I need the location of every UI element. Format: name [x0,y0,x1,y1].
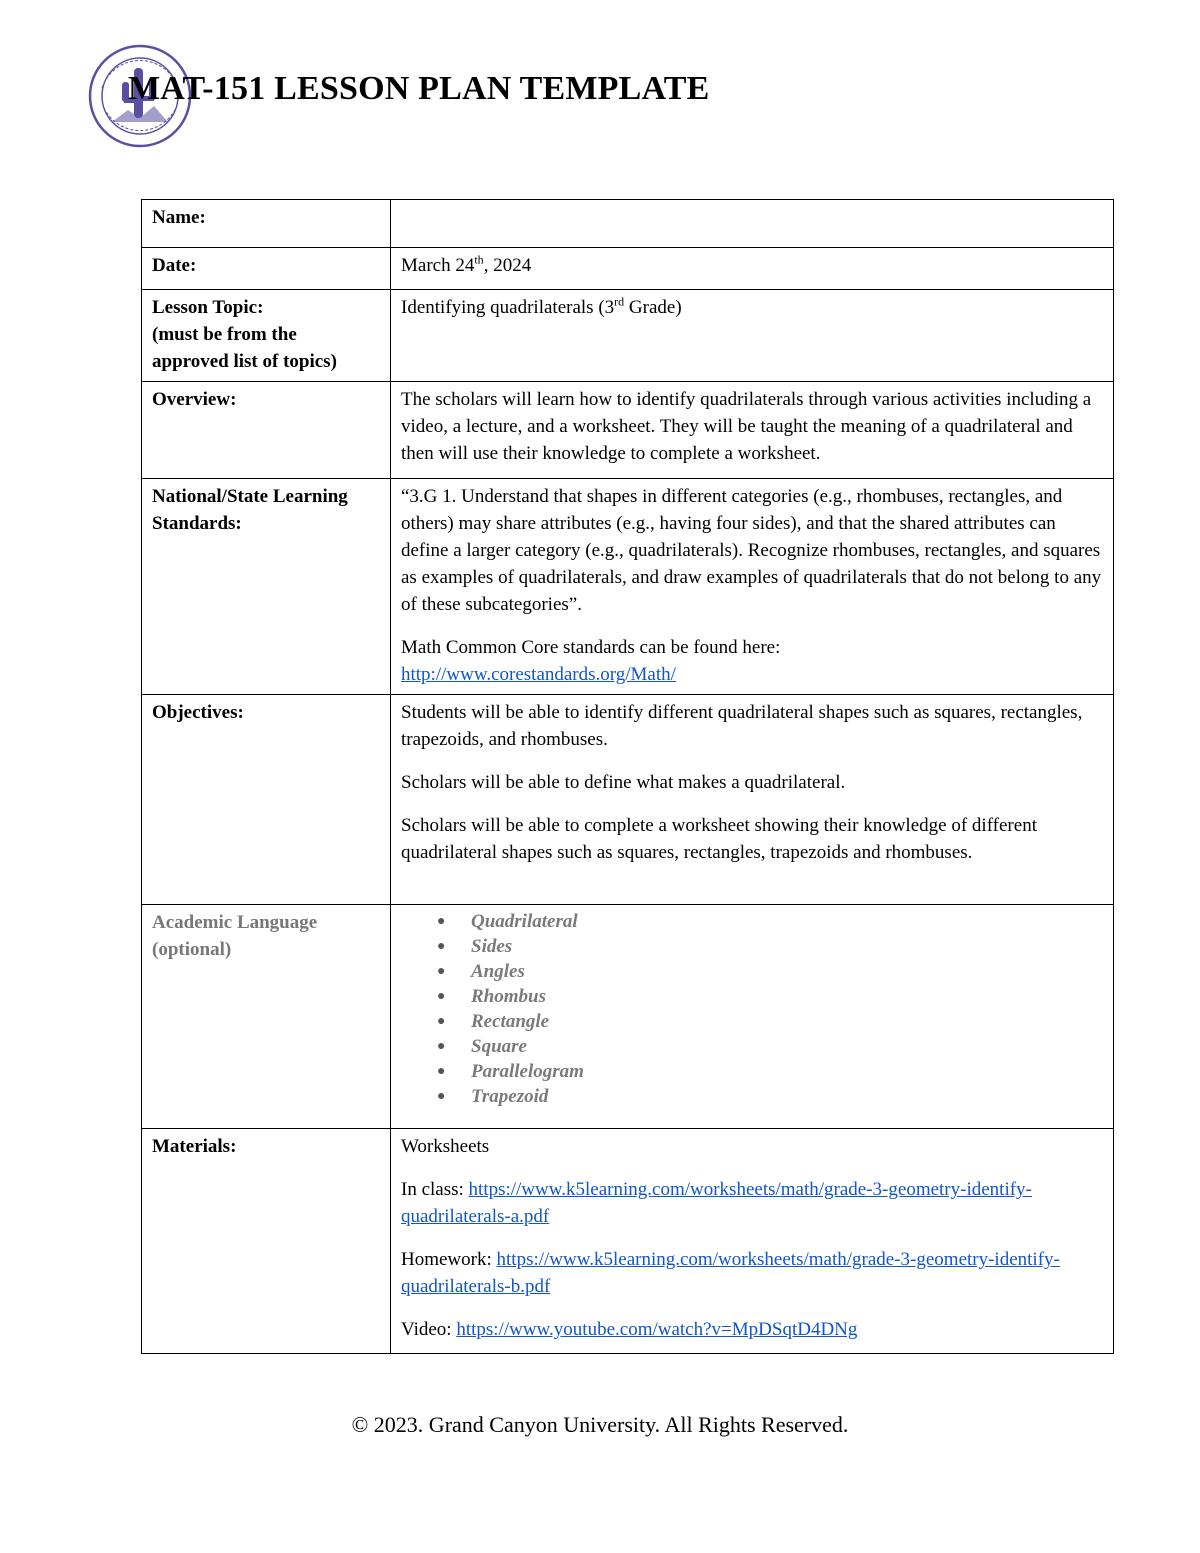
materials-worksheets: Worksheets [401,1136,490,1157]
row-objectives [142,695,1114,905]
materials-video [401,1316,1103,1343]
objectives-label: Objectives: [142,695,391,905]
academic-language-label [142,905,391,1129]
list-item [401,934,1103,959]
in-class-label: In class: [401,1179,469,1200]
academic-language-note: (optional) [152,939,232,960]
list-item [401,984,1103,1009]
page-title: MAT-151 LESSON PLAN TEMPLATE [128,70,710,107]
materials-value [391,1129,1114,1354]
topic-label [142,290,391,382]
in-class-worksheet-link[interactable]: https://www.k5learning.com/worksheets/math/grade-3-geometry-identify-quadrilaterals-a.pdf [401,1179,1032,1227]
term-text: Sides [471,936,513,957]
list-item [401,959,1103,984]
bullet-icon: ● [437,1039,446,1054]
homework-label: Homework: [401,1249,497,1270]
row-name [142,200,1114,248]
standards-value [391,479,1114,695]
list-item [401,1059,1103,1084]
term-text: Square [471,1036,527,1057]
materials-homework [401,1246,1103,1300]
bullet-icon: ● [437,964,446,979]
video-link[interactable]: https://www.youtube.com/watch?v=MpDSqtD4DNg [456,1319,858,1340]
row-materials [142,1129,1114,1354]
term-text: Rhombus [471,986,546,1007]
term-text: Quadrilateral [471,911,578,932]
homework-worksheet-link[interactable]: https://www.k5learning.com/worksheets/math/grade-3-geometry-identify-quadrilaterals-b.pdf [401,1249,1060,1297]
materials-label: Materials: [142,1129,391,1354]
name-label: Name: [142,200,391,248]
objective-item: Scholars will be able to complete a worksheet showing their knowledge of different quadrilateral shapes such as squares, rectangles, trapezoids and rhombuses. [401,815,1037,863]
academic-language-title: Academic Language [152,912,318,933]
topic-value-pre: Identifying quadrilaterals (3 [401,297,615,318]
topic-value-post: Grade) [624,297,682,318]
standards-quote: “3.G 1. Understand that shapes in different categories (e.g., rhombuses, rectangles, and others) may share attributes (e.g., having four sides), and that the shared attributes can define a larger category (e.g., quadrilaterals). Recognize rhombuses, rectangles, and squares as examples of quadrilaterals, and draw examples of quadrilaterals that do not belong to any of these subcategories”. [401,486,1102,615]
bullet-icon: ● [437,1014,446,1029]
row-overview [142,382,1114,479]
topic-label-note-2: approved list of topics) [152,351,337,372]
topic-label-note-1: (must be from the [152,324,297,345]
standards-label: National/State Learning Standards: [142,479,391,695]
video-label: Video: [401,1319,457,1340]
list-item [401,1084,1103,1109]
row-date [142,248,1114,290]
standards-core [401,634,1103,688]
academic-terms-list [401,909,1103,1109]
row-standards [142,479,1114,695]
bullet-icon: ● [437,914,446,929]
name-value[interactable] [391,200,1114,248]
row-topic [142,290,1114,382]
standards-core-text: Math Common Core standards can be found here: [401,637,781,658]
materials-in-class [401,1176,1103,1230]
core-standards-link[interactable]: http://www.corestandards.org/Math/ [401,664,676,685]
bullet-icon: ● [437,989,446,1004]
term-text: Angles [471,961,525,982]
academic-language-value [391,905,1114,1129]
topic-value [391,290,1114,382]
objective-item: Students will be able to identify different quadrilateral shapes such as squares, rectangles, trapezoids, and rhombuses. [401,702,1083,750]
term-text: Trapezoid [471,1086,549,1107]
overview-label: Overview: [142,382,391,479]
row-academic-language [142,905,1114,1129]
objectives-value [391,695,1114,905]
date-suffix: th [474,252,484,267]
copyright-footer: © 2023. Grand Canyon University. All Rights Reserved. [351,1412,849,1437]
lesson-plan-table [141,199,1114,1354]
topic-value-sup: rd [614,294,625,309]
overview-value: The scholars will learn how to identify quadrilaterals through various activities including a video, a lecture, and a worksheet. They will be taught the meaning of a quadrilateral and then will use their knowledge to complete a worksheet. [391,382,1114,479]
topic-label-title: Lesson Topic: [152,297,264,318]
list-item [401,909,1103,934]
list-item [401,1034,1103,1059]
bullet-icon: ● [437,1089,446,1104]
bullet-icon: ● [437,939,446,954]
date-label: Date: [142,248,391,290]
objective-item: Scholars will be able to define what makes a quadrilateral. [401,772,846,793]
date-value [391,248,1114,290]
term-text: Parallelogram [471,1061,584,1082]
list-item [401,1009,1103,1034]
date-month-day: March 24 [401,255,475,276]
bullet-icon: ● [437,1064,446,1079]
term-text: Rectangle [471,1011,550,1032]
date-year: , 2024 [483,255,532,276]
